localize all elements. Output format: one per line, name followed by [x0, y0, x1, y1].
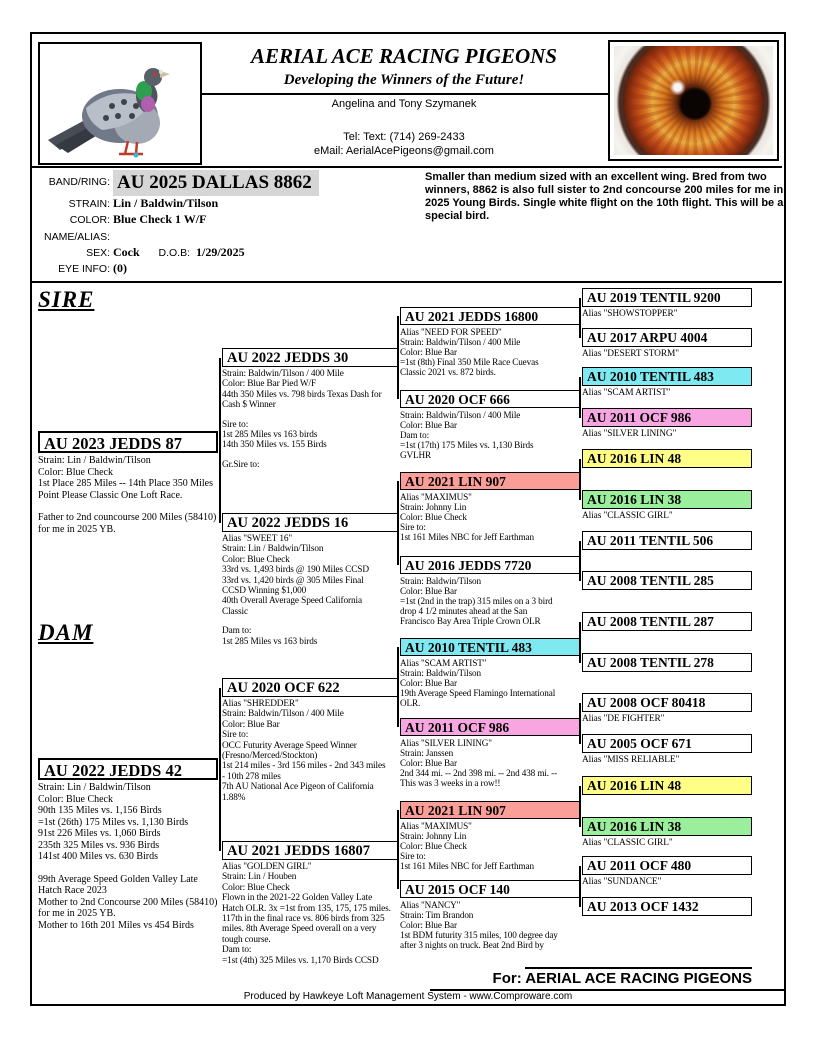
pedigree-text-line: Gr.Sire to:: [222, 459, 260, 470]
pedigree-text-line: Color: Blue Check: [222, 882, 290, 893]
pedigree-entry-text: [400, 656, 580, 708]
pedigree-text-line: Strain: Baldwin/Tilson: [400, 668, 481, 678]
pedigree-entry-box: [222, 513, 398, 647]
pedigree-text-line: Color: Blue Bar Pied W/F: [222, 379, 317, 390]
pedigree-text-line: 40th Overall Average Speed California: [222, 596, 362, 607]
pedigree-entry-box: [582, 612, 752, 633]
pedigree-text-line: Father to 2nd councourse 200 Miles (58410): [38, 512, 217, 523]
phone-line: Tel: Text: (714) 269-2433: [343, 131, 465, 143]
band-number: AU 2016 LIN 48: [582, 449, 752, 468]
sex-label: SEX:: [86, 247, 110, 259]
pedigree-text-line: Francisco Bay Area Triple Crown OLR: [400, 616, 541, 626]
pedigree-text-line: Color: Blue Check: [400, 841, 467, 851]
pedigree-entry-box: [582, 367, 752, 398]
pedigree-text-line: 7th AU National Ace Pigeon of California: [222, 782, 374, 793]
produced-by-line: Produced by Hawkeye Loft Management System - www.Comproware.com: [243, 991, 573, 1002]
pedigree-text-line: 1st 161 Miles NBC for Jeff Earthman: [400, 861, 534, 871]
pedigree-entry-box: [400, 556, 580, 626]
pedigree-entry-text: [582, 795, 752, 797]
pedigree-entry-text: [582, 509, 752, 521]
pedigree-text-line: Color: Blue Check: [222, 554, 290, 565]
pedigree-text-line: 141st 400 Miles vs. 630 Birds: [38, 851, 159, 862]
pedigree-text-line: Alias "GOLDEN GIRL": [222, 862, 312, 872]
pedigree-text-line: =1st (2nd in the trap) 315 miles on a 3 bird: [400, 596, 553, 606]
band-number: AU 2016 LIN 38: [582, 490, 752, 509]
pedigree-text-line: Alias "MAXIMUS": [400, 821, 472, 831]
pedigree-connector: [579, 703, 581, 744]
pedigree-connector: [219, 688, 221, 851]
pedigree-entry-box: [400, 718, 580, 788]
pedigree-entry-text: [400, 325, 580, 377]
strain-value: Lin / Baldwin/Tilson: [113, 196, 219, 210]
pedigree-connector: [579, 541, 581, 581]
pedigree-entry-text: [222, 532, 398, 647]
pedigree-entry-box: [582, 571, 752, 592]
pedigree-entry-text: [582, 631, 752, 633]
pedigree-text-line: Alias "NANCY": [400, 900, 461, 910]
pedigree-text-line: Mother to 2nd Concourse 200 Miles (58410): [38, 896, 218, 908]
dam-section-label: DAM: [38, 620, 94, 645]
pedigree-connector: [397, 810, 399, 889]
pedigree-connector: [579, 786, 581, 827]
pedigree-text-line: Alias "MAXIMUS": [400, 492, 472, 502]
pedigree-connector: [579, 866, 581, 907]
pedigree-text-line: Sire to:: [400, 851, 426, 861]
pedigree-entry-box: [222, 678, 398, 803]
pedigree-text-line: 117th in the final race vs. 806 birds from 325: [222, 914, 385, 925]
pedigree-text-line: =1st (26th) 175 Miles vs. 1,130 Birds: [38, 816, 189, 828]
email-line: eMail: AerialAcePigeons@gmail.com: [314, 145, 494, 157]
pedigree-text-line: Strain: Baldwin/Tilson / 400 Mile: [400, 337, 521, 347]
owners-line: Angelina and Tony Szymanek: [331, 98, 477, 110]
pedigree-text-line: 1st 285 Miles vs 163 birds: [222, 636, 318, 647]
pedigree-text-line: Strain: Tim Brandon: [400, 910, 474, 920]
pedigree-text-line: Strain: Lin / Baldwin/Tilson: [38, 455, 151, 466]
pedigree-text-line: 2nd 344 mi. -- 2nd 398 mi. -- 2nd 438 mi. --: [400, 768, 558, 778]
pedigree-text-line: Sire to:: [222, 730, 249, 741]
pedigree-text-line: after 3 nights on truck. Beat 2nd Bird by: [400, 940, 544, 950]
pedigree-entry-box: [400, 307, 580, 377]
pedigree-connector: [579, 459, 581, 500]
band-number: AU 2016 JEDDS 7720: [400, 556, 580, 574]
eye-info-label: EYE INFO:: [58, 263, 110, 275]
pedigree-text-line: OCC Futurity Average Speed Winner: [222, 740, 357, 751]
pedigree-text-line: Alias "SHREDDER": [222, 699, 299, 709]
pedigree-text-line: Strain: Janssen: [400, 748, 454, 758]
band-number: AU 2019 TENTIL 9200: [582, 288, 752, 307]
pedigree-entry-box: [400, 638, 580, 708]
dob-label: D.O.B:: [158, 247, 190, 259]
pedigree-text-line: Color: Blue Bar: [400, 586, 457, 596]
band-number: AU 2010 TENTIL 483: [400, 638, 580, 656]
pedigree-text-line: Color: Blue Bar: [222, 719, 280, 730]
pedigree-text-line: Alias "SHOWSTOPPER": [582, 309, 678, 319]
pedigree-text-line: - 10th 278 miles: [222, 771, 281, 782]
pedigree-connector: [579, 377, 581, 418]
strain-label: STRAIN:: [68, 198, 110, 210]
pedigree-text-line: tough course.: [222, 934, 271, 945]
pedigree-text-line: Alias "SCAM ARTIST": [400, 658, 487, 668]
name-alias-label: NAME/ALIAS:: [44, 231, 110, 243]
for-line-top-rule: [525, 967, 752, 969]
pedigree-entry-text: [582, 712, 752, 724]
dob-value: 1/29/2025: [196, 245, 245, 259]
band-number: AU 2005 OCF 671: [582, 734, 752, 753]
pedigree-entry-box: [582, 449, 752, 470]
band-number: AU 2008 OCF 80418: [582, 693, 752, 712]
band-number: AU 2022 JEDDS 16: [222, 513, 398, 532]
pedigree-text-line: Flown in the 2021-22 Golden Valley Late: [222, 893, 373, 904]
pedigree-entry-text: [400, 408, 580, 460]
pedigree-entry-text: [582, 875, 752, 887]
band-number: AU 2008 TENTIL 285: [582, 571, 752, 590]
pedigree-entry-text: [582, 836, 752, 848]
pedigree-entry-box: [582, 856, 752, 887]
pedigree-entry-box: [582, 531, 752, 552]
pedigree-entry-text: [582, 427, 752, 439]
pedigree-text-line: 14th 350 Miles vs. 155 Birds: [222, 440, 327, 451]
band-number: AU 2021 LIN 907: [400, 801, 580, 819]
pedigree-text-line: Color: Blue Check: [400, 512, 467, 522]
pedigree-entry-box: [582, 408, 752, 439]
pedigree-text-line: 33rd vs. 1,493 birds @ 190 Miles CCSD: [222, 565, 369, 576]
band-number: AU 2011 OCF 480: [582, 856, 752, 875]
pedigree-entry-text: [38, 453, 218, 535]
pedigree-entry-text: [582, 468, 752, 470]
pedigree-text-line: Sire to:: [222, 419, 249, 430]
band-number: AU 2010 TENTIL 483: [582, 367, 752, 386]
band-number: AU 2023 JEDDS 87: [38, 431, 218, 453]
pedigree-text-line: 1st 161 Miles NBC for Jeff Earthman: [400, 532, 534, 542]
pedigree-entry-box: [582, 776, 752, 797]
sire-section-label: SIRE: [38, 287, 95, 312]
pedigree-entry-text: [582, 753, 752, 765]
pedigree-text-line: [222, 617, 398, 626]
pedigree-connector: [397, 647, 399, 727]
color-label: COLOR:: [69, 214, 110, 226]
pedigree-text-line: Alias "SUNDANCE": [582, 877, 662, 887]
pedigree-entry-text: [582, 386, 752, 398]
pedigree-entry-box: [582, 328, 752, 359]
pedigree-text-line: Alias "SILVER LINING": [400, 738, 492, 748]
pedigree-text-line: 19th Average Speed Flamingo International: [400, 688, 556, 698]
band-number: AU 2020 OCF 666: [400, 390, 580, 408]
pedigree-entry-text: [222, 367, 398, 470]
pedigree-text-line: Hatch Race 2023: [38, 885, 107, 896]
pedigree-text-line: Alias "CLASSIC GIRL": [582, 511, 673, 521]
pedigree-entry-box: [582, 653, 752, 674]
band-number: AU 2013 OCF 1432: [582, 897, 752, 916]
pedigree-text-line: Strain: Johnny Lin: [400, 831, 467, 841]
pedigree-entry-box: [400, 801, 580, 871]
pedigree-text-line: Alias "SILVER LINING": [582, 429, 677, 439]
pedigree-text-line: Classic: [222, 606, 249, 617]
pedigree-entry-box: [400, 880, 580, 950]
sex-value: Cock: [113, 245, 140, 259]
band-ring-label: BAND/RING:: [48, 176, 110, 188]
eye-info-value: (0): [113, 261, 127, 275]
pedigree-text-line: Color: Blue Bar: [400, 420, 457, 430]
band-number: AU 2016 LIN 38: [582, 817, 752, 836]
band-number: AU 2020 OCF 622: [222, 678, 398, 697]
pedigree-entry-text: [400, 736, 580, 788]
pedigree-text-line: Strain: Lin / Baldwin/Tilson: [38, 782, 151, 793]
pedigree-entry-text: [400, 898, 580, 950]
band-number: AU 2022 JEDDS 30: [222, 348, 398, 367]
pedigree-text-line: miles. 8th Average Speed overall on a very: [222, 924, 377, 935]
pedigree-entry-text: [582, 347, 752, 359]
band-ring-value: AU 2025 DALLAS 8862: [113, 170, 319, 196]
pedigree-text-line: 99th Average Speed Golden Valley Late: [38, 873, 198, 885]
band-number: AU 2011 TENTIL 506: [582, 531, 752, 550]
pedigree-entry-text: [222, 860, 398, 966]
pedigree-text-line: GVLHR: [400, 450, 432, 460]
pedigree-text-line: Hatch OLR. 3x =1st from 135, 175, 175 miles.: [222, 903, 391, 914]
band-number: AU 2017 ARPU 4004: [582, 328, 752, 347]
pedigree-text-line: Alias "SCAM ARTIST": [582, 388, 671, 398]
pedigree-entry-text: [400, 819, 580, 871]
band-number: AU 2021 LIN 907: [400, 472, 580, 490]
pedigree-text-line: Dam to:: [222, 626, 252, 637]
pedigree-text-line: Cash $ Winner: [222, 400, 276, 411]
pedigree-entry-box: [582, 734, 752, 765]
pedigree-text-line: 1.88%: [222, 792, 246, 803]
pedigree-text-line: (Fresno/Merced/Stockton): [222, 751, 318, 762]
pedigree-connector: [397, 316, 399, 399]
pedigree-text-line: CCSD Winning $1,000: [222, 586, 307, 597]
pedigree-text-line: Color: Blue Bar: [400, 758, 457, 768]
pedigree-text-line: Strain: Baldwin/Tilson / 400 Mile: [400, 410, 521, 420]
pedigree-text-line: [222, 451, 398, 460]
band-number: AU 2021 JEDDS 16807: [222, 841, 398, 860]
band-number: AU 2008 TENTIL 278: [582, 653, 752, 672]
pedigree-text-line: Strain: Lin / Houben: [222, 872, 297, 883]
pedigree-entry-text: [400, 490, 580, 542]
pedigree-text-line: Color: Blue Bar: [400, 678, 457, 688]
pedigree-text-line: Point Please Classic One Loft Race.: [38, 489, 183, 501]
pedigree-text-line: 1st 214 miles - 3rd 156 miles - 2nd 343 miles: [222, 761, 386, 772]
band-number: AU 2022 JEDDS 42: [38, 758, 218, 780]
pedigree-text-line: 90th 135 Miles vs. 1,156 Birds: [38, 805, 162, 816]
pedigree-text-line: Strain: Baldwin/Tilson / 400 Mile: [222, 709, 344, 720]
pedigree-entry-text: [582, 916, 752, 918]
band-number: AU 2011 OCF 986: [582, 408, 752, 427]
pedigree-text-line: This was 3 weeks in a row!!: [400, 778, 501, 788]
pedigree-text-line: 91st 226 Miles vs. 1,060 Birds: [38, 828, 161, 839]
pedigree-entry-text: [582, 307, 752, 319]
pedigree-text-line: Color: Blue Check: [38, 793, 113, 805]
pedigree-text-line: =1st (8th) Final 350 Mile Race Cuevas: [400, 357, 539, 367]
pedigree-text-line: Strain: Baldwin/Tilson / 400 Mile: [222, 369, 344, 379]
band-number: AU 2021 JEDDS 16800: [400, 307, 580, 325]
pedigree-text-line: Alias "NEED FOR SPEED": [400, 327, 502, 337]
pedigree-entry-text: [582, 550, 752, 552]
pedigree-text-line: [38, 863, 218, 874]
pedigree-text-line: 1st Place 285 Miles -- 14th Place 350 Miles: [38, 478, 213, 489]
pedigree-text-line: Alias "CLASSIC GIRL": [582, 838, 673, 848]
pedigree-entry-text: [582, 672, 752, 674]
band-number: AU 2016 LIN 48: [582, 776, 752, 795]
loft-title: AERIAL ACE RACING PIGEONS: [251, 44, 557, 68]
pedigree-text-line: 235th 325 Miles vs. 936 Birds: [38, 839, 160, 851]
pedigree-connector: [579, 298, 581, 338]
pedigree-entry-text: [582, 590, 752, 592]
pedigree-text-line: Sire to:: [400, 522, 426, 532]
pedigree-entry-box: [38, 431, 218, 535]
pedigree-text-line: Mother to 16th 201 Miles vs 454 Birds: [38, 919, 194, 931]
pedigree-text-line: Color: Blue Check: [38, 466, 113, 478]
pedigree-text-line: =1st (17th) 175 Miles vs. 1,130 Birds: [400, 440, 534, 450]
pedigree-text-line: Alias "SWEET 16": [222, 534, 293, 544]
pedigree-entry-box: [582, 817, 752, 848]
pedigree-entry-box: [400, 472, 580, 542]
pedigree-text-line: 1st 285 Miles vs 163 birds: [222, 430, 318, 441]
pedigree-entry-text: [400, 574, 580, 626]
for-loft-line: For: AERIAL ACE RACING PIGEONS: [492, 970, 752, 987]
pedigree-text-line: [222, 411, 398, 420]
pedigree-text-line: Alias "MISS RELIABLE": [582, 755, 680, 765]
pedigree-entry-box: [582, 490, 752, 521]
pedigree-entry-box: [38, 758, 218, 931]
pedigree-text-line: Dam to:: [400, 430, 430, 440]
pedigree-text-line: Alias "DE FIGHTER": [582, 714, 665, 724]
pedigree-text-line: 44th 350 Miles vs. 798 birds Texas Dash for: [222, 389, 382, 400]
pedigree-text-line: OLR.: [400, 698, 421, 708]
pedigree-text-line: Strain: Johnny Lin: [400, 502, 467, 512]
pedigree-text-line: [38, 501, 218, 512]
pedigree-text-line: Alias "DESERT STORM": [582, 349, 679, 359]
pedigree-entry-box: [582, 693, 752, 724]
band-number: AU 2011 OCF 986: [400, 718, 580, 736]
pedigree-entry-text: [222, 697, 398, 803]
pedigree-entry-box: [222, 841, 398, 966]
pedigree-entry-box: [222, 348, 398, 470]
pedigree-text-line: for me in 2025 YB.: [38, 908, 116, 919]
pedigree-entry-text: [38, 780, 218, 931]
loft-tagline: Developing the Winners of the Future!: [283, 72, 525, 88]
pedigree-text-line: Classic 2021 vs. 872 birds.: [400, 367, 496, 377]
pedigree-text-line: for me in 2025 YB.: [38, 523, 116, 535]
band-number: AU 2015 OCF 140: [400, 880, 580, 898]
pedigree-text-line: =1st (4th) 325 Miles vs. 1,170 Birds CCSD: [222, 955, 379, 966]
bird-description-note: Smaller than medium sized with an excellent wing. Bred from two winners, 8862 is also full sister to 2nd concourse 200 miles for me in 2025 Young Birds. Single white flight on the 10th flight. This will be a special bird.: [425, 171, 784, 222]
pedigree-text-line: Dam to:: [222, 945, 252, 956]
band-number: AU 2008 TENTIL 287: [582, 612, 752, 631]
pedigree-text-line: Color: Blue Bar: [400, 347, 457, 357]
pedigree-text-line: drop 4 1/2 minutes ahead at the San: [400, 606, 528, 616]
pedigree-connector: [397, 481, 399, 565]
pedigree-entry-box: [400, 390, 580, 460]
pedigree-connector: [219, 358, 221, 523]
color-value: Blue Check 1 W/F: [113, 212, 207, 226]
pedigree-text-line: Color: Blue Bar: [400, 920, 457, 930]
pedigree-text-line: Strain: Lin / Baldwin/Tilson: [222, 544, 324, 555]
pedigree-connector: [579, 622, 581, 663]
pedigree-text-line: 33rd vs. 1,420 birds @ 305 Miles Final: [222, 575, 364, 586]
pedigree-text-line: Strain: Baldwin/Tilson: [400, 576, 481, 586]
pedigree-text-line: 1st BDM futurity 315 miles, 100 degree day: [400, 930, 558, 940]
pedigree-entry-box: [582, 288, 752, 319]
pedigree-entry-box: [582, 897, 752, 918]
